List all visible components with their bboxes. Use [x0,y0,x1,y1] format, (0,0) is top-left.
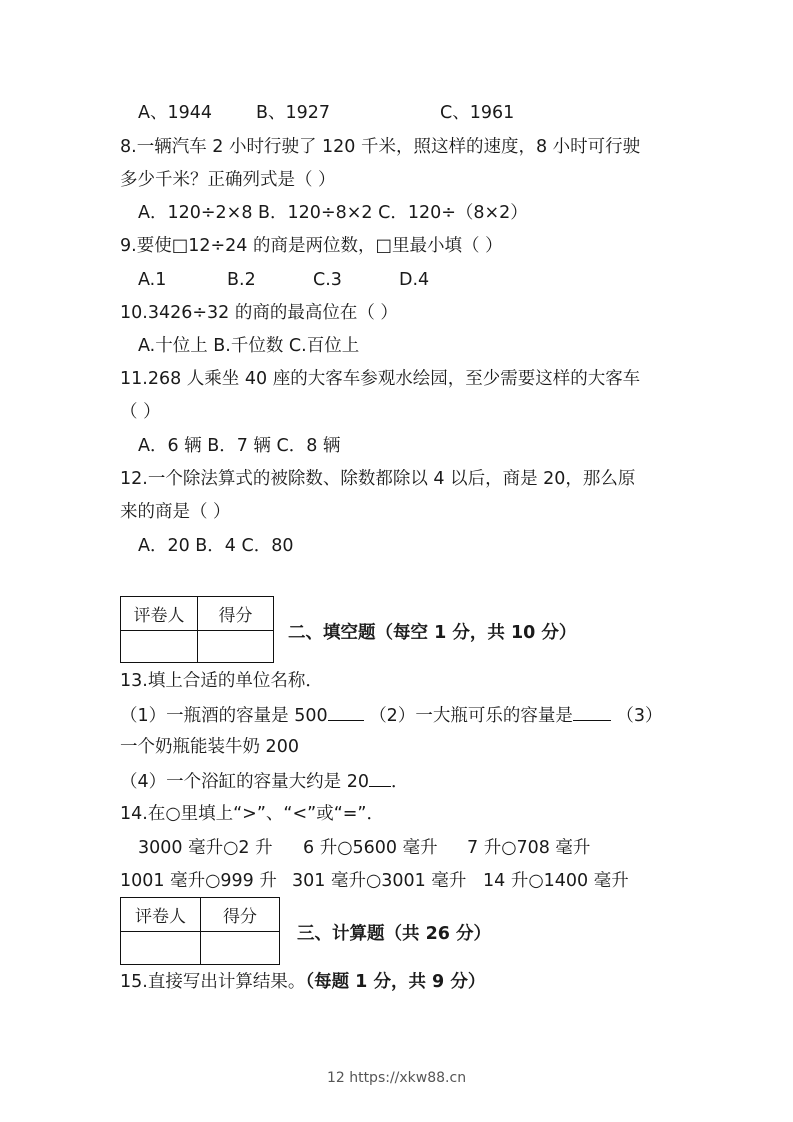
q7-option-b: B、1927 [256,103,331,123]
score-cell[interactable] [201,932,280,965]
grader-header: 评卷人 [121,597,198,631]
grader-cell[interactable] [121,631,198,663]
q14-item: 14 升○1400 毫升 [483,871,629,891]
q14-title: 14.在○里填上“>”、“<”或“=”． [120,804,384,824]
q13-item2-blank[interactable] [573,702,611,721]
grader-header: 评卷人 [121,898,201,932]
q9-text: 9.要使□12÷24 的商是两位数，□里最小填（ ） [120,236,503,256]
grader-cell[interactable] [121,932,201,965]
q9-option-b: B.2 [227,270,256,290]
score-header: 得分 [198,597,274,631]
score-header: 得分 [201,898,280,932]
q10-options: A.十位上 B.千位数 C.百位上 [138,336,360,356]
q13-part4-line [120,768,408,794]
q10-text: 10.3426÷32 的商的最高位在（ ） [120,303,398,323]
score-cell[interactable] [198,631,274,663]
q13-part1-line [120,702,663,728]
q13-item1-blank[interactable] [328,702,364,721]
q14-item: 3000 毫升○2 升 [138,838,273,858]
q12-options: A．20 B．4 C．80 [138,536,294,556]
q13-item3-label: （3） [616,706,663,726]
q11-text-line2: （ ） [120,402,161,422]
q13-item3-text: 一个奶瓶能装牛奶 200 [120,737,299,757]
section2-title: 二、填空题（每空 1 分，共 10 分） [288,623,577,643]
grader-table-section2 [120,596,274,663]
section3-title: 三、计算题（共 26 分） [297,924,492,944]
q13-item4-blank[interactable] [369,768,391,787]
q13-title: 13.填上合适的单位名称． [120,671,323,691]
q8-text-line2: 多少千米？正确列式是（ ） [120,170,336,190]
q15-score-note: （每题 1 分，共 9 分） [305,972,486,992]
q13-item4-text: （4）一个浴缸的容量大约是 20 [120,772,369,792]
q14-item: 301 毫升○3001 毫升 [292,871,467,891]
q8-text-line1: 8.一辆汽车 2 小时行驶了 120 千米，照这样的速度，8 小时可行驶 [120,137,641,157]
q14-item: 1001 毫升○999 升 [120,871,277,891]
q9-option-d: D.4 [399,270,430,290]
q14-item: 7 升○708 毫升 [467,838,591,858]
q7-option-a: A、1944 [138,103,213,123]
q12-text-line1: 12.一个除法算式的被除数、除数都除以 4 以后，商是 20，那么原 [120,469,636,489]
q9-option-a: A.1 [138,270,167,290]
q14-item: 6 升○5600 毫升 [303,838,438,858]
grader-table-section3 [120,897,280,965]
q11-text-line1: 11.268 人乘坐 40 座的大客车参观水绘园，至少需要这样的大客车 [120,369,641,389]
q12-text-line2: 来的商是（ ） [120,502,231,522]
page-footer: 12 https://xkw88.cn [326,1070,467,1086]
q8-options: A．120÷2×8 B．120÷8×2 C．120÷（8×2） [138,203,528,223]
q13-item1-text: （1）一瓶酒的容量是 500 [120,706,328,726]
q15-title-text: 15.直接写出计算结果。 [120,972,306,992]
q7-option-c: C、1961 [440,103,515,123]
q9-option-c: C.3 [313,270,342,290]
q15-title [120,970,485,994]
q13-item4-period: ． [390,772,409,792]
q13-item2-text: （2）一大瓶可乐的容量是 [369,706,573,726]
q11-options: A．6 辆 B．7 辆 C．8 辆 [138,436,341,456]
